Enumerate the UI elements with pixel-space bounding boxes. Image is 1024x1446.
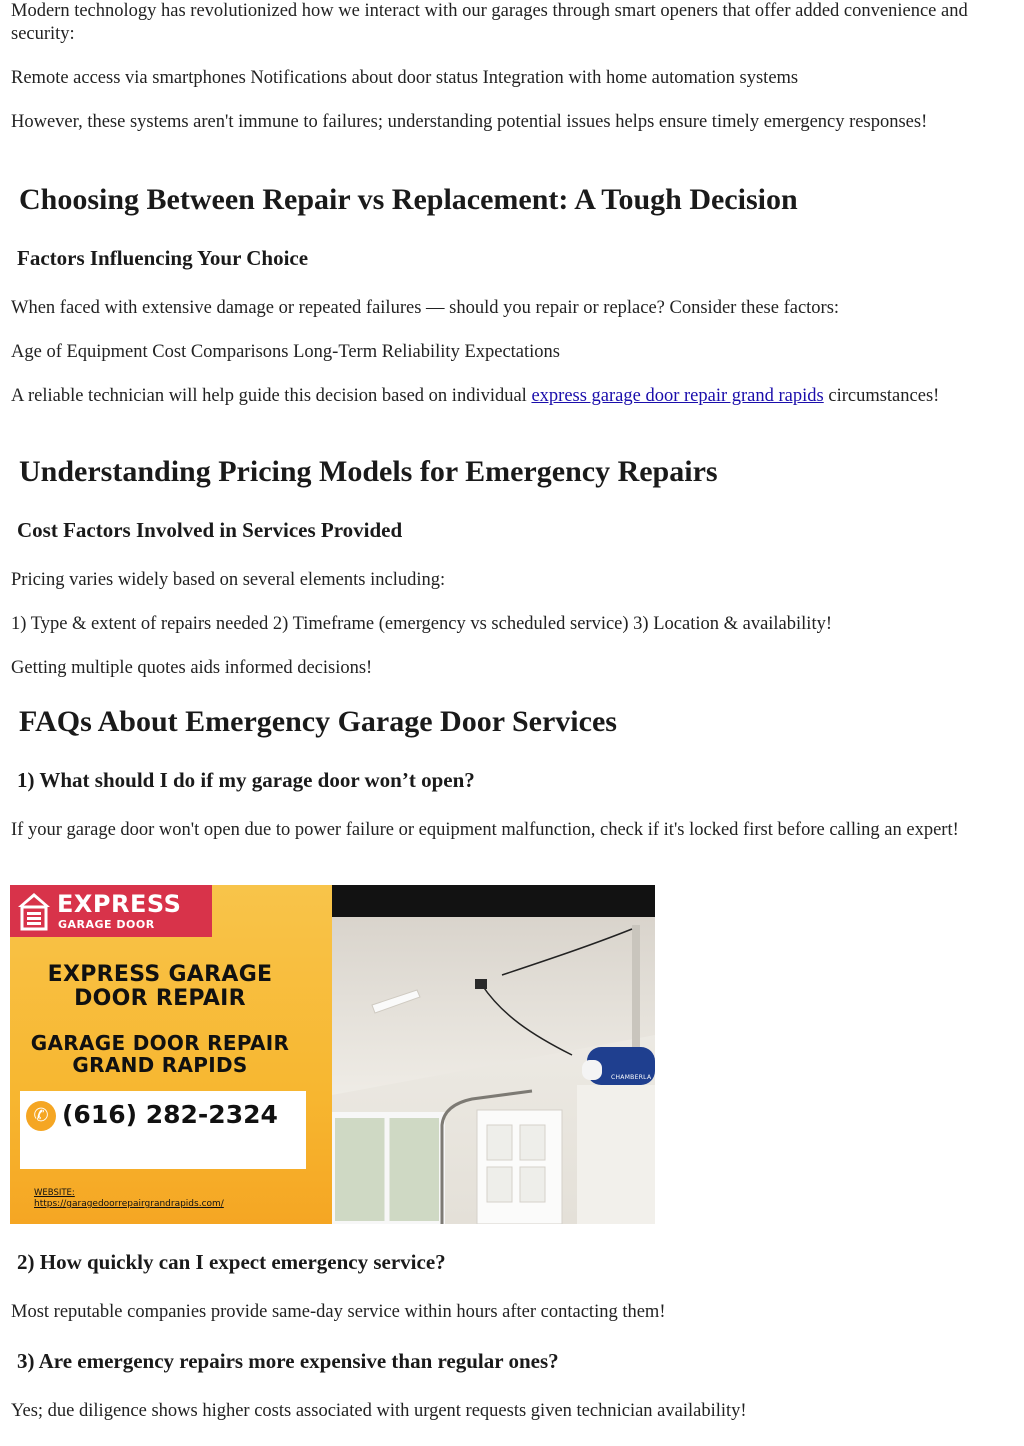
repair-paragraph-3 xyxy=(11,385,1016,408)
faq-question-3: 3) Are emergency repairs more expensive than regular ones? xyxy=(17,1349,559,1373)
opener-brand-label: CHAMBERLA xyxy=(611,1074,652,1081)
phone-icon: ✆ xyxy=(26,1101,56,1131)
pricing-list: 1) Type & extent of repairs needed 2) Timeframe (emergency vs scheduled service) 3) Location & availability! xyxy=(11,614,832,634)
faq-answer-3: Yes; due diligence shows higher costs associated with urgent requests given technician availability! xyxy=(11,1401,747,1421)
logo-wordmark: EXPRESS xyxy=(57,890,182,918)
ad-subtitle-line-2: GRAND RAPIDS xyxy=(72,1053,248,1077)
faq-answer-1: If your garage door won't open due to power failure or equipment malfunction, check if it's locked first before calling an expert! xyxy=(11,820,959,840)
section-heading-pricing: Understanding Pricing Models for Emergency Repairs xyxy=(19,455,718,488)
faq-question-1: 1) What should I do if my garage door won’t open? xyxy=(17,768,475,792)
repair-text-after-link: circumstances! xyxy=(823,386,940,406)
express-garage-door-ad-image xyxy=(10,885,655,1224)
ad-title-line-1: EXPRESS GARAGE xyxy=(47,962,273,987)
logo-subtitle: GARAGE DOOR xyxy=(58,918,155,931)
express-repair-link[interactable]: express garage door repair grand rapids xyxy=(531,386,824,406)
section-heading-repair: Choosing Between Repair vs Replacement: A Tough Decision xyxy=(19,183,798,216)
website-url: https://garagedoorrepairgrandrapids.com/ xyxy=(34,1199,224,1209)
repair-factors-list: Age of Equipment Cost Comparisons Long-Term Reliability Expectations xyxy=(11,342,560,362)
website-label: WEBSITE: xyxy=(34,1188,75,1198)
repair-paragraph-1: When faced with extensive damage or repeated failures — should you repair or replace? Consider these factors: xyxy=(11,298,840,318)
express-logo xyxy=(10,885,212,937)
subheading-cost-factors: Cost Factors Involved in Services Provided xyxy=(17,518,403,542)
garage-ceiling-photo xyxy=(332,885,655,1224)
garage-photo-illustration xyxy=(332,885,655,1224)
ad-title-line-2: DOOR REPAIR xyxy=(74,986,246,1011)
ad-promo-panel xyxy=(10,885,332,1224)
intro-paragraph-1: Modern technology has revolutionized how we interact with our garages through smart openers that offer added convenience and security: xyxy=(11,1,968,44)
garage-house-icon xyxy=(16,891,52,931)
phone-number: (616) 282-2324 xyxy=(62,1100,278,1129)
ad-subtitle-line-1: GARAGE DOOR REPAIR xyxy=(30,1031,290,1055)
section-heading-faq: FAQs About Emergency Garage Door Services xyxy=(19,705,617,738)
repair-text-before-link: A reliable technician will help guide this decision based on individual xyxy=(11,386,532,406)
faq-question-2: 2) How quickly can I expect emergency service? xyxy=(17,1250,446,1274)
phone-box xyxy=(20,1091,306,1169)
subheading-factors: Factors Influencing Your Choice xyxy=(17,246,309,270)
pricing-paragraph-3: Getting multiple quotes aids informed decisions! xyxy=(11,658,373,678)
intro-paragraph-3: However, these systems aren't immune to failures; understanding potential issues helps ensure timely emergency responses! xyxy=(11,112,928,132)
intro-features-list: Remote access via smartphones Notifications about door status Integration with home automation systems xyxy=(11,68,799,88)
pricing-paragraph-1: Pricing varies widely based on several elements including: xyxy=(11,570,446,590)
faq-answer-2: Most reputable companies provide same-day service within hours after contacting them! xyxy=(11,1302,666,1322)
